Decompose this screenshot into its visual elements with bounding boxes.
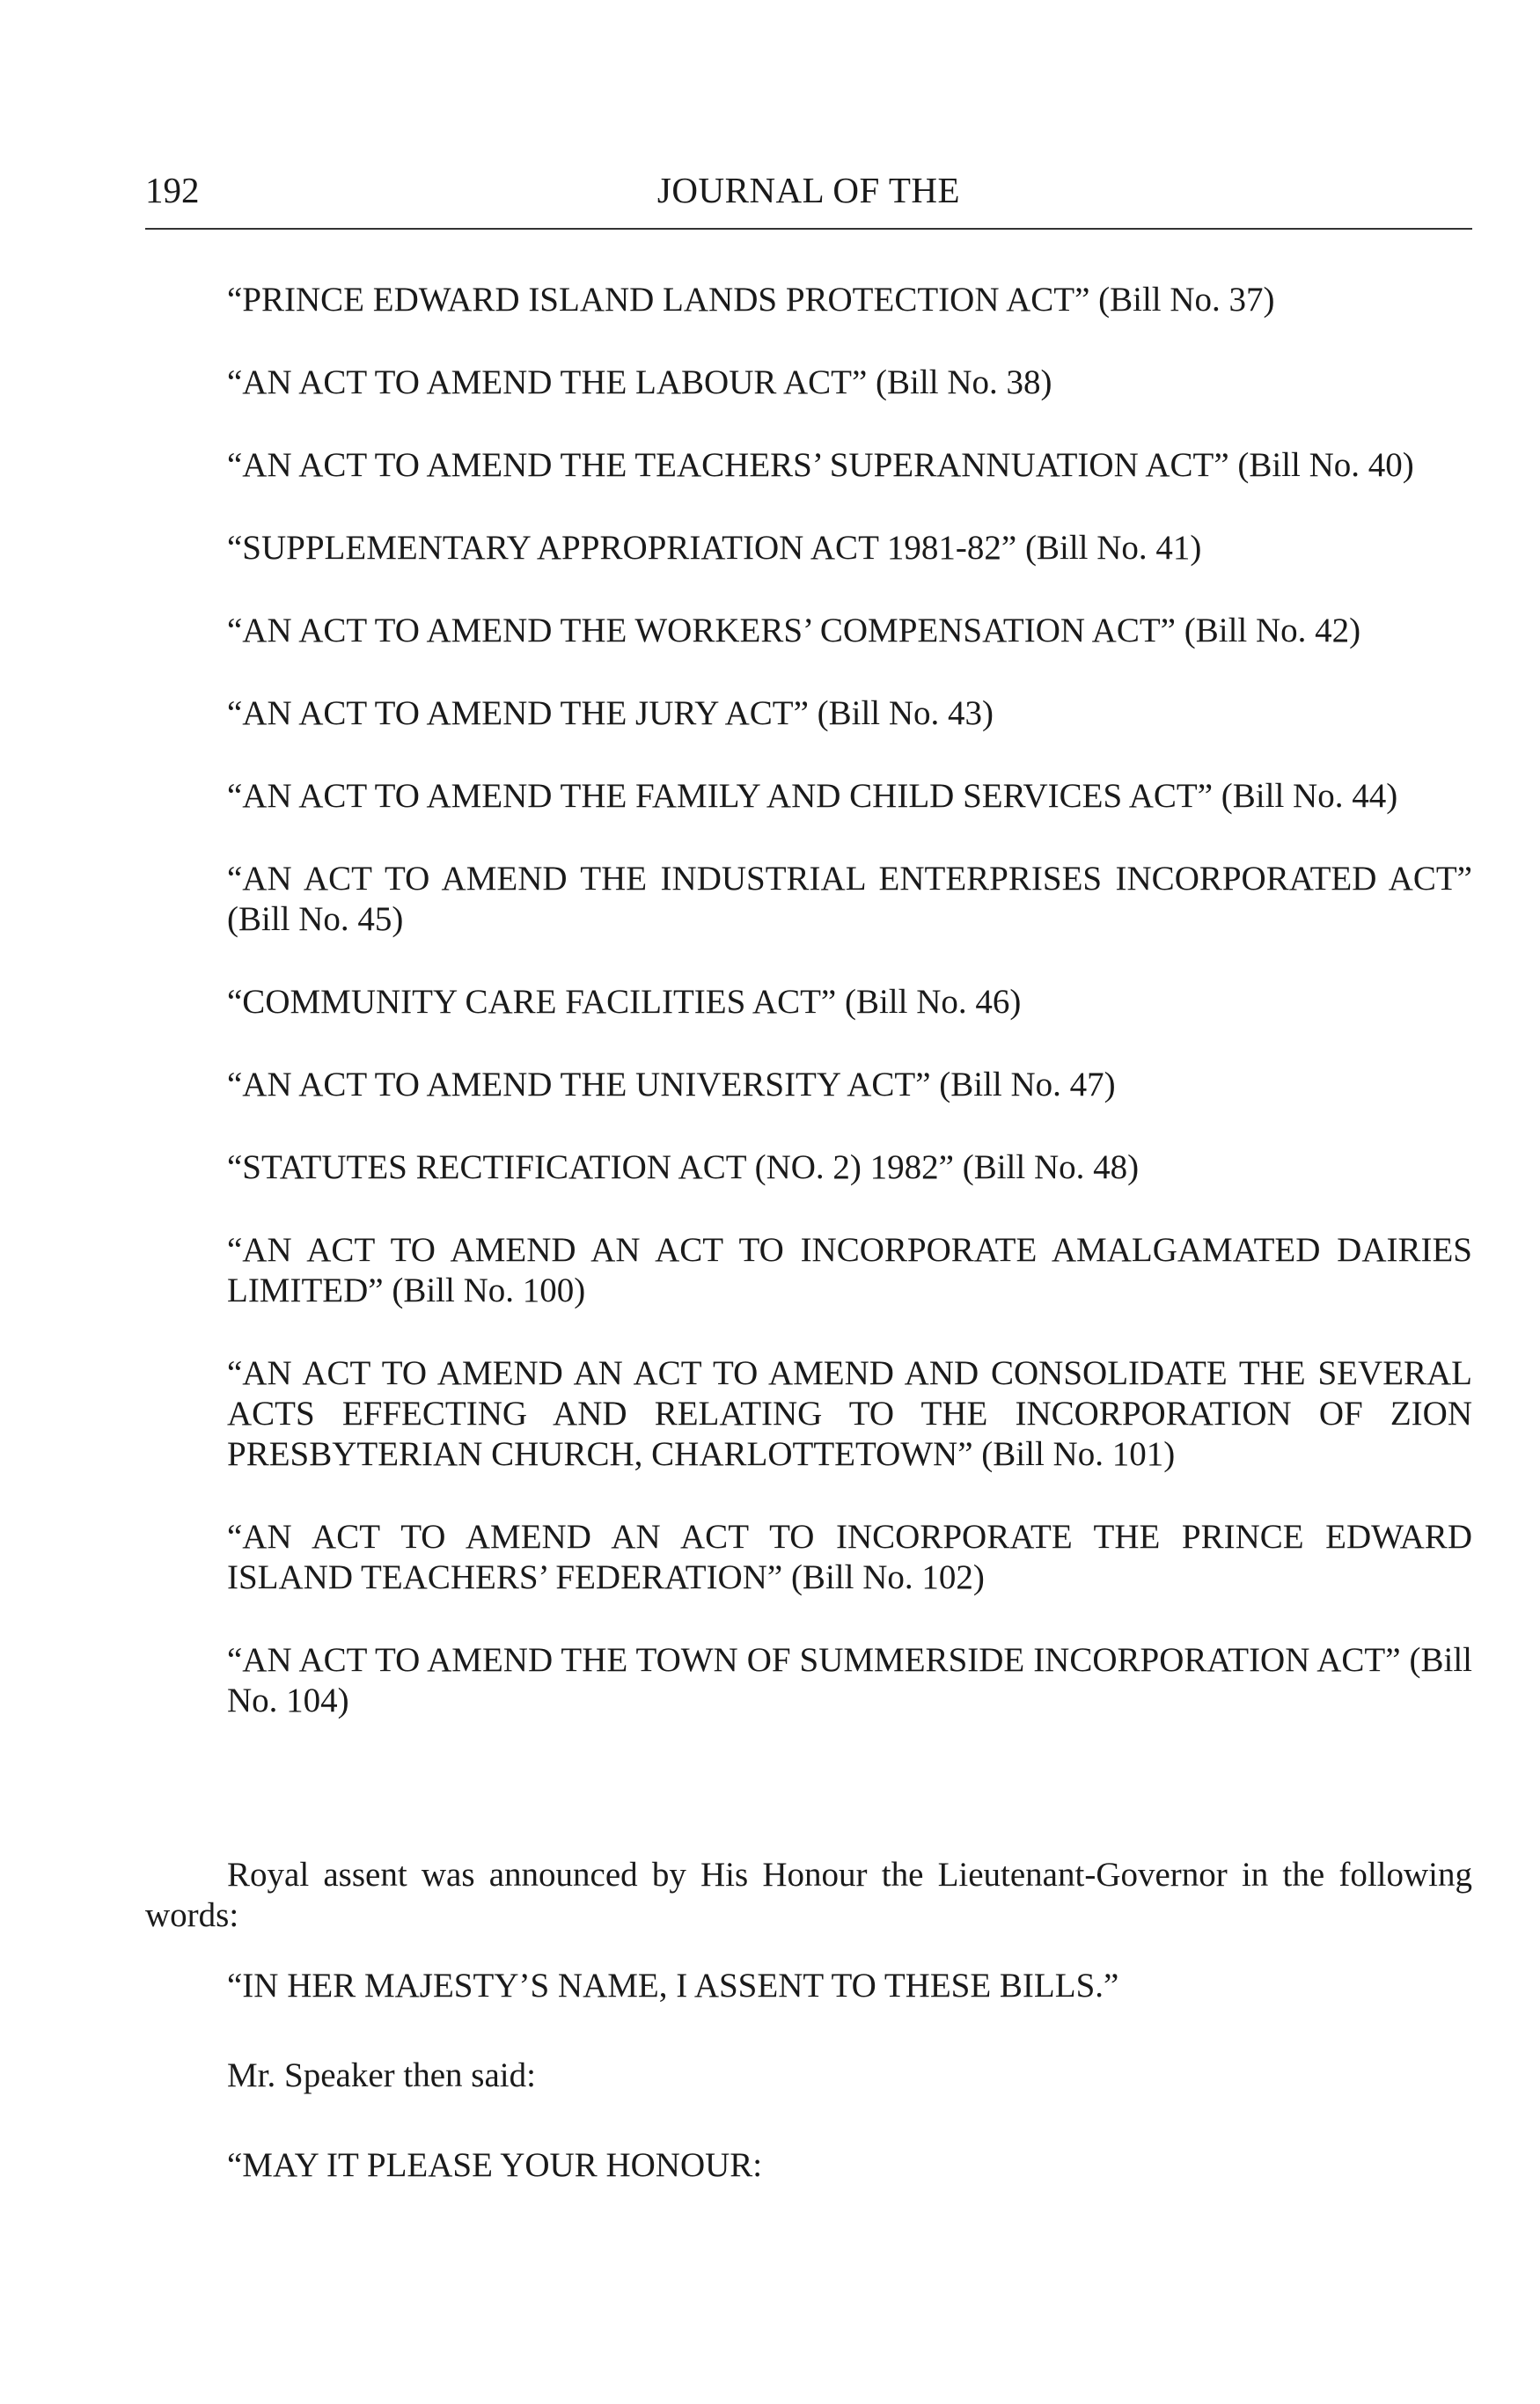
bill-item: “SUPPLEMENTARY APPROPRIATION ACT 1981-82” (Bill No. 41) xyxy=(227,529,1202,567)
running-head: JOURNAL OF THE xyxy=(656,170,961,210)
bill-item: “AN ACT TO AMEND AN ACT TO AMEND AND CONSOLIDATE THE SEVERAL ACTS EFFECTING AND RELATING TO THE INCORPORATION OF ZION PRESBYTERIAN CHURCH, CHARLOTTETOWN” (Bill No. 101) xyxy=(227,1354,1472,1473)
page-number: 192 xyxy=(145,170,200,210)
bill-item: “AN ACT TO AMEND THE LABOUR ACT” (Bill No. 38) xyxy=(227,363,1052,401)
assent-announcement: Royal assent was announced by His Honour the Lieutenant-Governor in the following words: xyxy=(145,1856,1472,1934)
bill-item: “AN ACT TO AMEND THE INDUSTRIAL ENTERPRISES INCORPORATED ACT” (Bill No. 45) xyxy=(227,860,1472,938)
bill-item: “COMMUNITY CARE FACILITIES ACT” (Bill No. 46) xyxy=(227,983,1022,1021)
speaker-line: Mr. Speaker then said: xyxy=(227,2056,536,2094)
bill-item: “AN ACT TO AMEND THE FAMILY AND CHILD SERVICES ACT” (Bill No. 44) xyxy=(227,777,1398,815)
bill-item: “AN ACT TO AMEND THE TEACHERS’ SUPERANNUATION ACT” (Bill No. 40) xyxy=(227,446,1414,484)
assent-quote: “IN HER MAJESTY’S NAME, I ASSENT TO THESE BILLS.” xyxy=(227,1967,1119,2005)
bill-item: “PRINCE EDWARD ISLAND LANDS PROTECTION ACT” (Bill No. 37) xyxy=(227,281,1275,319)
bill-item: “STATUTES RECTIFICATION ACT (NO. 2) 1982” (Bill No. 48) xyxy=(227,1148,1140,1186)
header-rule xyxy=(145,228,1472,230)
bill-item: “AN ACT TO AMEND AN ACT TO INCORPORATE AMALGAMATED DAIRIES LIMITED” (Bill No. 100) xyxy=(227,1231,1472,1309)
bill-item: “AN ACT TO AMEND THE JURY ACT” (Bill No. 43) xyxy=(227,694,994,732)
bill-item: “AN ACT TO AMEND THE WORKERS’ COMPENSATION ACT” (Bill No. 42) xyxy=(227,612,1361,649)
honour-address: “MAY IT PLEASE YOUR HONOUR: xyxy=(227,2146,763,2184)
bill-item: “AN ACT TO AMEND AN ACT TO INCORPORATE THE PRINCE EDWARD ISLAND TEACHERS’ FEDERATION” (Bill No. 102) xyxy=(227,1518,1472,1596)
bill-item: “AN ACT TO AMEND THE UNIVERSITY ACT” (Bill No. 47) xyxy=(227,1066,1116,1103)
page-header xyxy=(145,165,1472,215)
bill-list xyxy=(227,280,1472,1763)
bill-item: “AN ACT TO AMEND THE TOWN OF SUMMERSIDE INCORPORATION ACT” (Bill No. 104) xyxy=(227,1641,1472,1719)
